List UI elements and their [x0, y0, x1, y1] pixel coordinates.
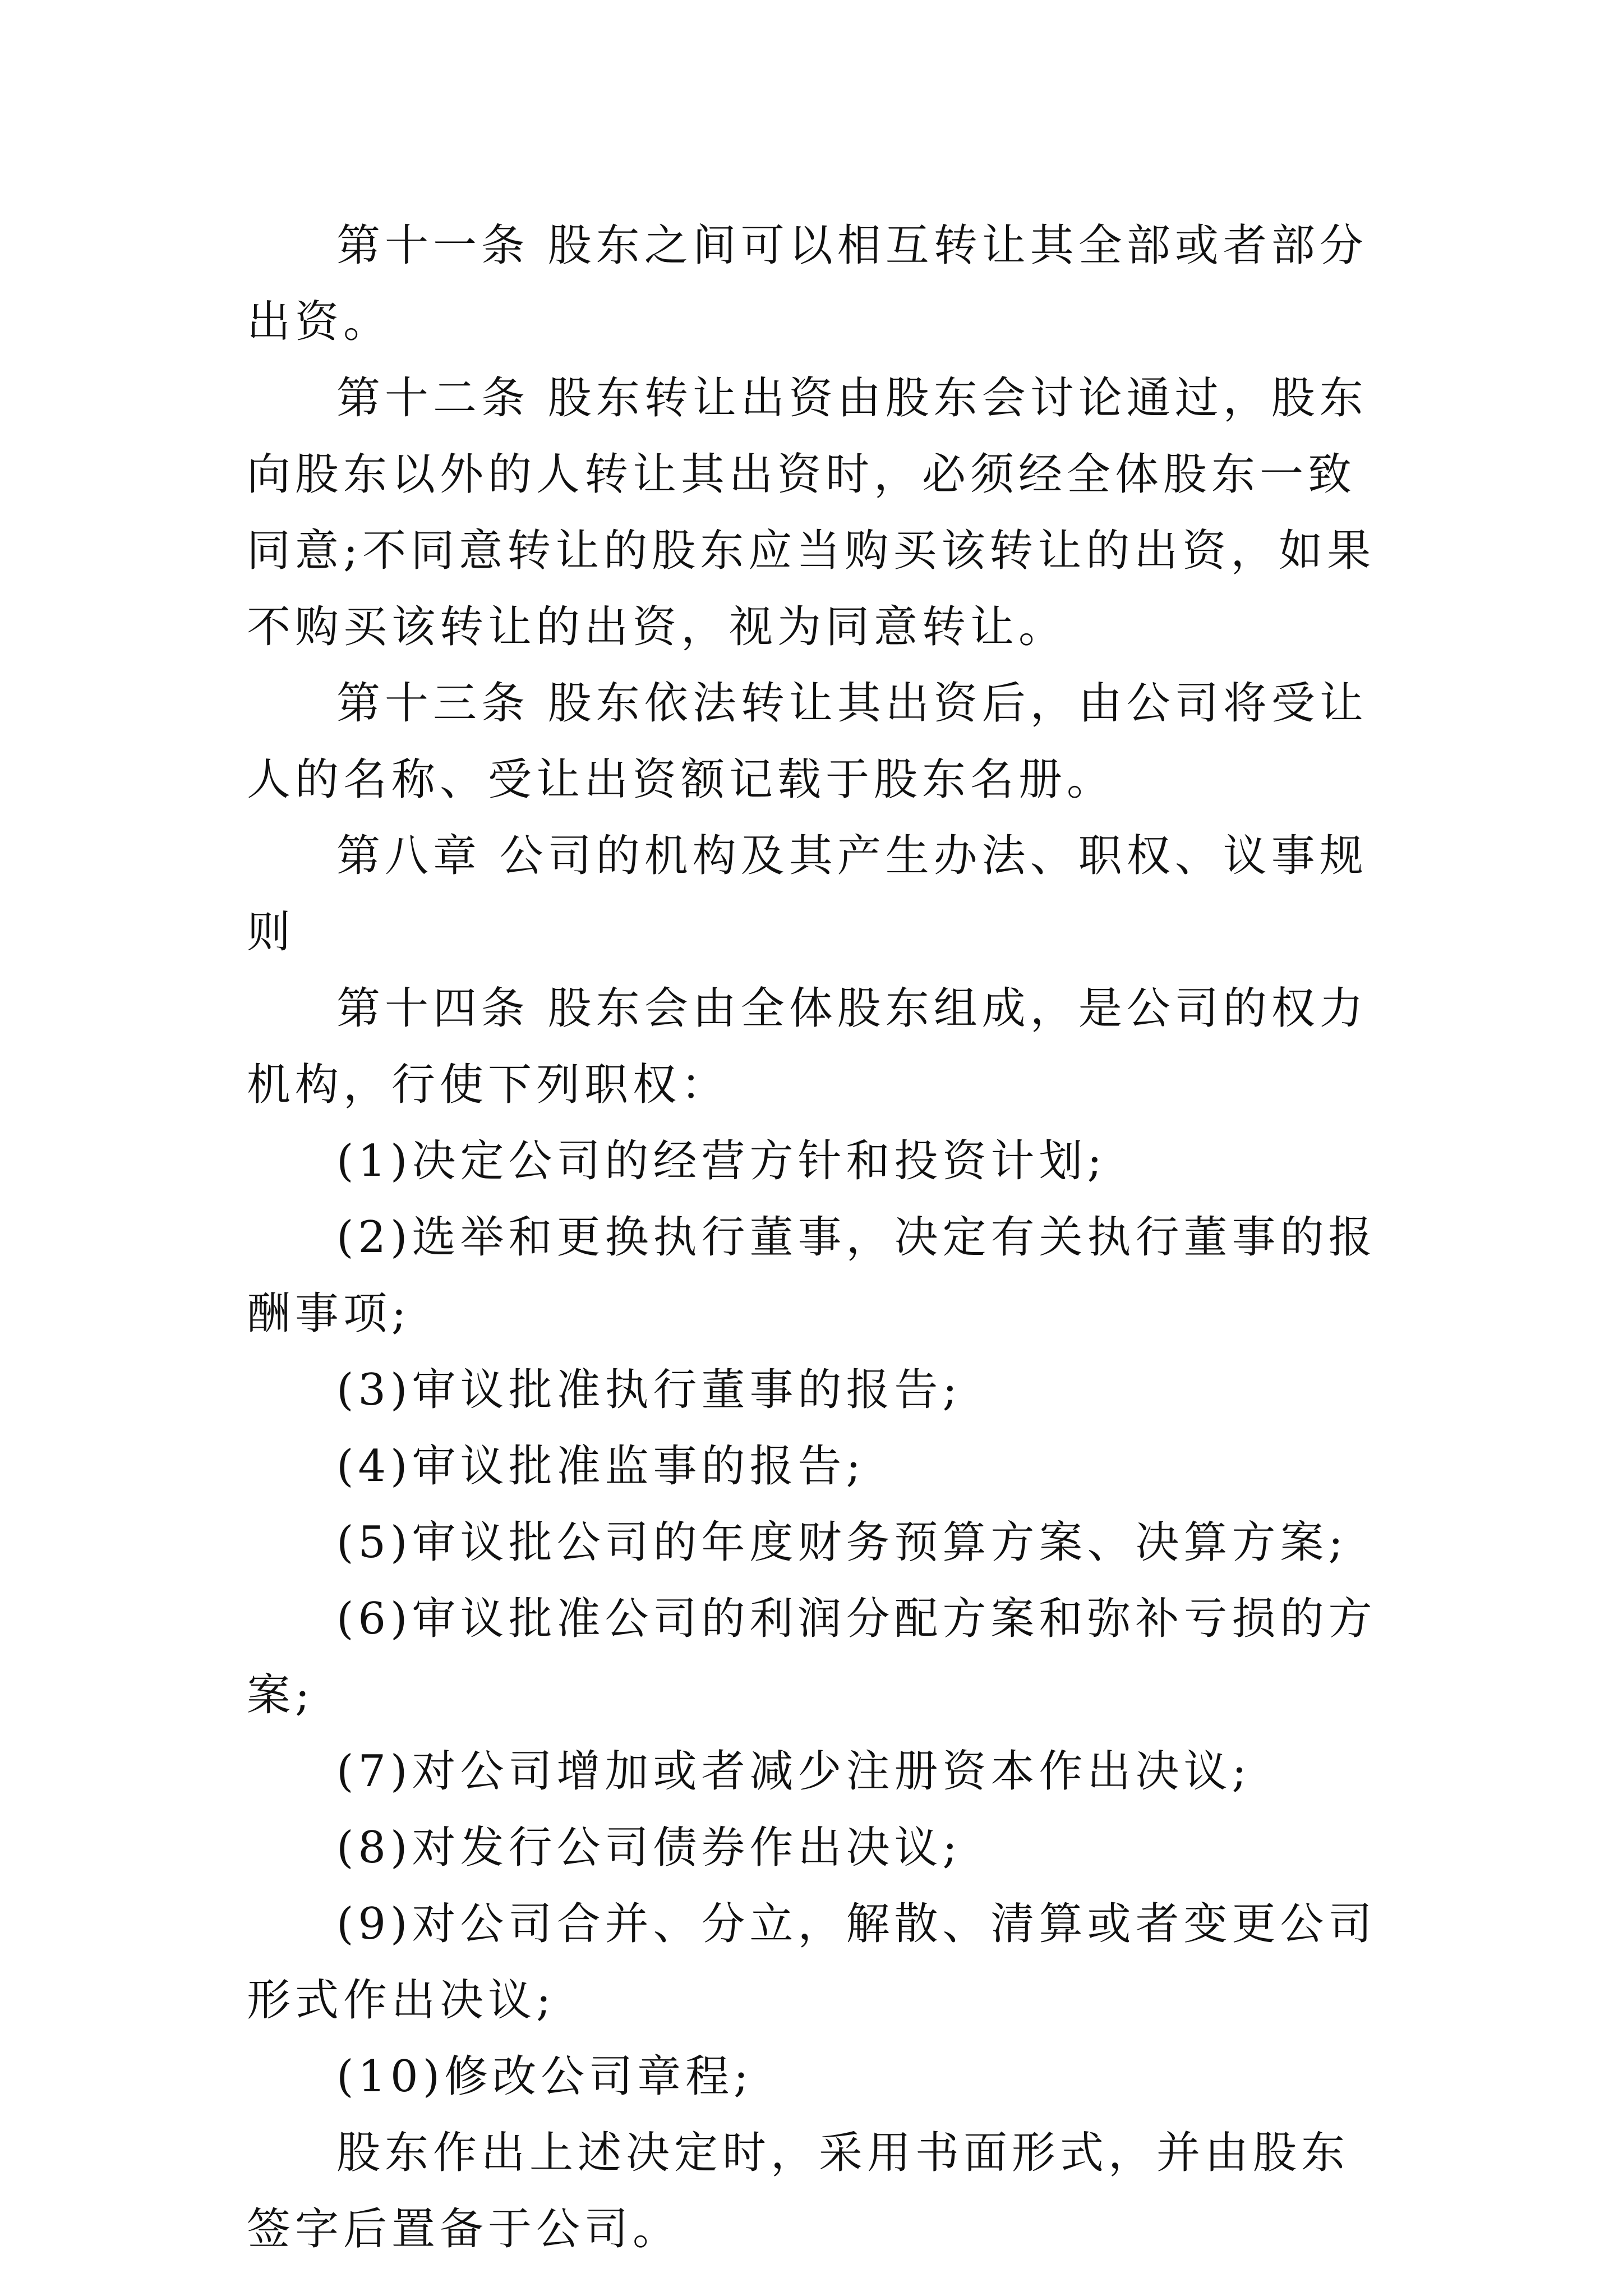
list-item-6: (6)审议批准公司的利润分配方案和弥补亏损的方案; [247, 1594, 1377, 1720]
list-item-7: (7)对公司增加或者减少注册资本作出决议; [336, 1746, 1251, 1797]
document-body [247, 208, 1391, 2267]
list-item-4: (4)审议批准监事的报告; [336, 1441, 865, 1492]
list-item-10: (10)修改公司章程; [336, 2051, 753, 2102]
article-13: 第十三条 股东依法转让其出资后，由公司将受让人的名称、受让出资额记载于股东名册。 [247, 678, 1368, 805]
article-14: 第十四条 股东会由全体股东组成，是公司的权力机构，行使下列职权： [247, 983, 1368, 1110]
list-item-2: (2)选举和更换执行董事，决定有关执行董事的报酬事项; [247, 1212, 1377, 1339]
article-12: 第十二条 股东转让出资由股东会讨论通过，股东向股东以外的人转让其出资时，必须经全体股东一致同意;不同意转让的股东应当购买该转让的出资，如果不购买该转让的出资，视为同意转让。 [247, 373, 1376, 652]
list-item-5: (5)审议批公司的年度财务预算方案、决算方案; [336, 1517, 1348, 1568]
list-item-8: (8)对发行公司债券作出决议; [336, 1823, 962, 1873]
article-11: 第十一条 股东之间可以相互转让其全部或者部分出资。 [247, 220, 1368, 347]
list-item-9: (9)对公司合并、分立，解散、清算或者变更公司形式作出决议; [247, 1899, 1377, 2026]
chapter-8-heading: 第八章 公司的机构及其产生办法、职权、议事规则 [247, 831, 1368, 958]
list-item-1: (1)决定公司的经营方针和投资计划; [336, 1136, 1106, 1186]
closing-paragraph: 股东作出上述决定时，采用书面形式，并由股东签字后置备于公司。 [247, 2128, 1350, 2254]
list-item-3: (3)审议批准执行董事的报告; [336, 1365, 962, 1415]
